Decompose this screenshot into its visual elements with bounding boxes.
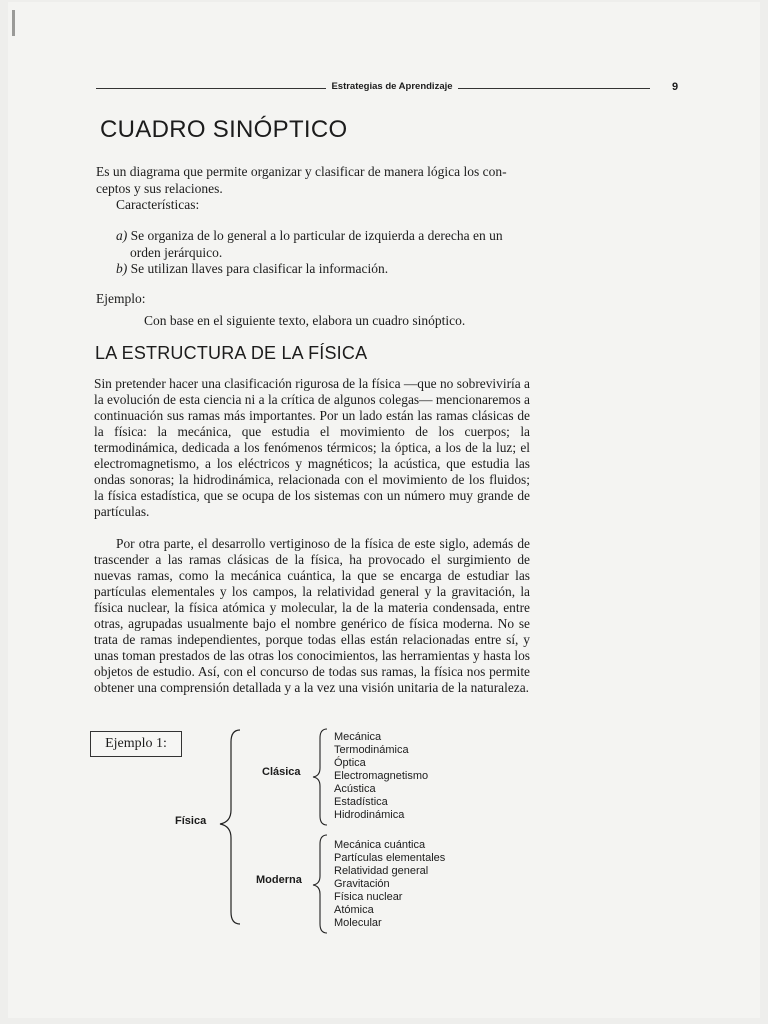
classic-branch-item: Óptica	[334, 757, 366, 769]
classic-branch-item: Termodinámica	[334, 744, 409, 756]
branch-node-moderna: Moderna	[256, 874, 302, 886]
section-title: CUADRO SINÓPTICO	[100, 116, 348, 143]
intro-line: ceptos y sus relaciones.	[96, 180, 223, 196]
list-item-text: Se utilizan llaves para clasificar la información.	[130, 261, 389, 276]
running-header-title: Estrategias de Aprendizaje	[331, 81, 453, 92]
list-item	[116, 261, 530, 278]
modern-branch-item: Física nuclear	[334, 891, 403, 903]
classic-branch-item: Acústica	[334, 783, 376, 795]
classic-branch-list	[334, 731, 428, 822]
header-rule-left	[96, 88, 326, 89]
list-item	[116, 228, 530, 261]
article-paragraph: Por otra parte, el desarrollo vertiginoso de la física de este siglo, además de trascender a las ramas clásicas de la física, ha provocado el surgimiento de nuevas ramas, como la mecánica cuántica, la que se encarga de estudiar las partículas elementales y los campos, la relatividad general y la gravitación, la física nuclear, la física atómica y molecular, la de la materia condensada, entre otras, agrupadas usualmente bajo el nombre genérico de física moderna. No se trata de ramas independientes, porque todas ellas están relacionadas entre sí, y unas toman prestados de las otras los conocimientos, las herramientas y hasta los objetos de estudio. Así, con el concurso de todas sus ramas, la física nos permite obtener una comprensión detallada y a la vez una visión unitaria de la naturaleza.	[94, 536, 530, 695]
characteristics-label: Características:	[116, 197, 200, 212]
root-node-fisica: Física	[175, 815, 207, 827]
classic-branch-item: Mecánica	[334, 731, 382, 743]
modern-branch-item: Molecular	[334, 917, 382, 929]
modern-branch-item: Mecánica cuántica	[334, 839, 426, 851]
list-marker: b)	[116, 261, 128, 276]
classic-branch-item: Estadística	[334, 796, 388, 808]
article-title: LA ESTRUCTURA DE LA FÍSICA	[95, 343, 368, 363]
modern-branch-list	[334, 839, 445, 930]
example-1-label-box	[90, 731, 182, 757]
modern-branch-item: Partículas elementales	[334, 852, 446, 864]
list-marker: a)	[116, 228, 128, 243]
scan-edge-mark	[12, 10, 15, 36]
list-item-text: Se organiza de lo general a lo particular de izquierda a derecha en un	[130, 228, 503, 243]
intro-line: Es un diagrama que permite organizar y clasificar de manera lógica los con-	[96, 164, 507, 179]
classic-branch-item: Electromagnetismo	[334, 770, 429, 782]
modern-branch-item: Atómica	[334, 904, 374, 916]
article-paragraph: Sin pretender hacer una clasificación rigurosa de la física —que no sobreviviría a la evolución de esta ciencia ni a la crítica de algunos colegas— mencionaremos a continuación sus ramas más importantes. Por un lado están las ramas clásicas de la física: la mecánica, que estudia el movimiento de los cuerpos; la termodinámica, dedicada a los fenómenos térmicos; la óptica, a los de la luz; el electromagnetismo, a los eléctricos y magnéticos; la acústica, que estudia las ondas sonoras; la hidrodinámica, relacionada con el movimiento de los fluidos; la física estadística, que se ocupa de los sistemas con un número muy grande de partículas.	[94, 376, 530, 519]
example-label: Ejemplo:	[96, 291, 146, 306]
branch-node-clasica: Clásica	[262, 766, 301, 778]
classic-branch-item: Hidrodinámica	[334, 809, 405, 821]
list-item-text-continued: orden jerárquico.	[130, 244, 223, 260]
example-1-label: Ejemplo 1:	[105, 736, 167, 751]
example-instruction: Con base en el siguiente texto, elabora un cuadro sinóptico.	[144, 313, 466, 328]
modern-branch-item: Gravitación	[334, 878, 390, 890]
intro-paragraph	[96, 164, 530, 214]
header-rule-right	[458, 88, 650, 89]
page-number: 9	[672, 81, 679, 93]
characteristics-list	[116, 228, 530, 278]
modern-branch-item: Relatividad general	[334, 865, 429, 877]
